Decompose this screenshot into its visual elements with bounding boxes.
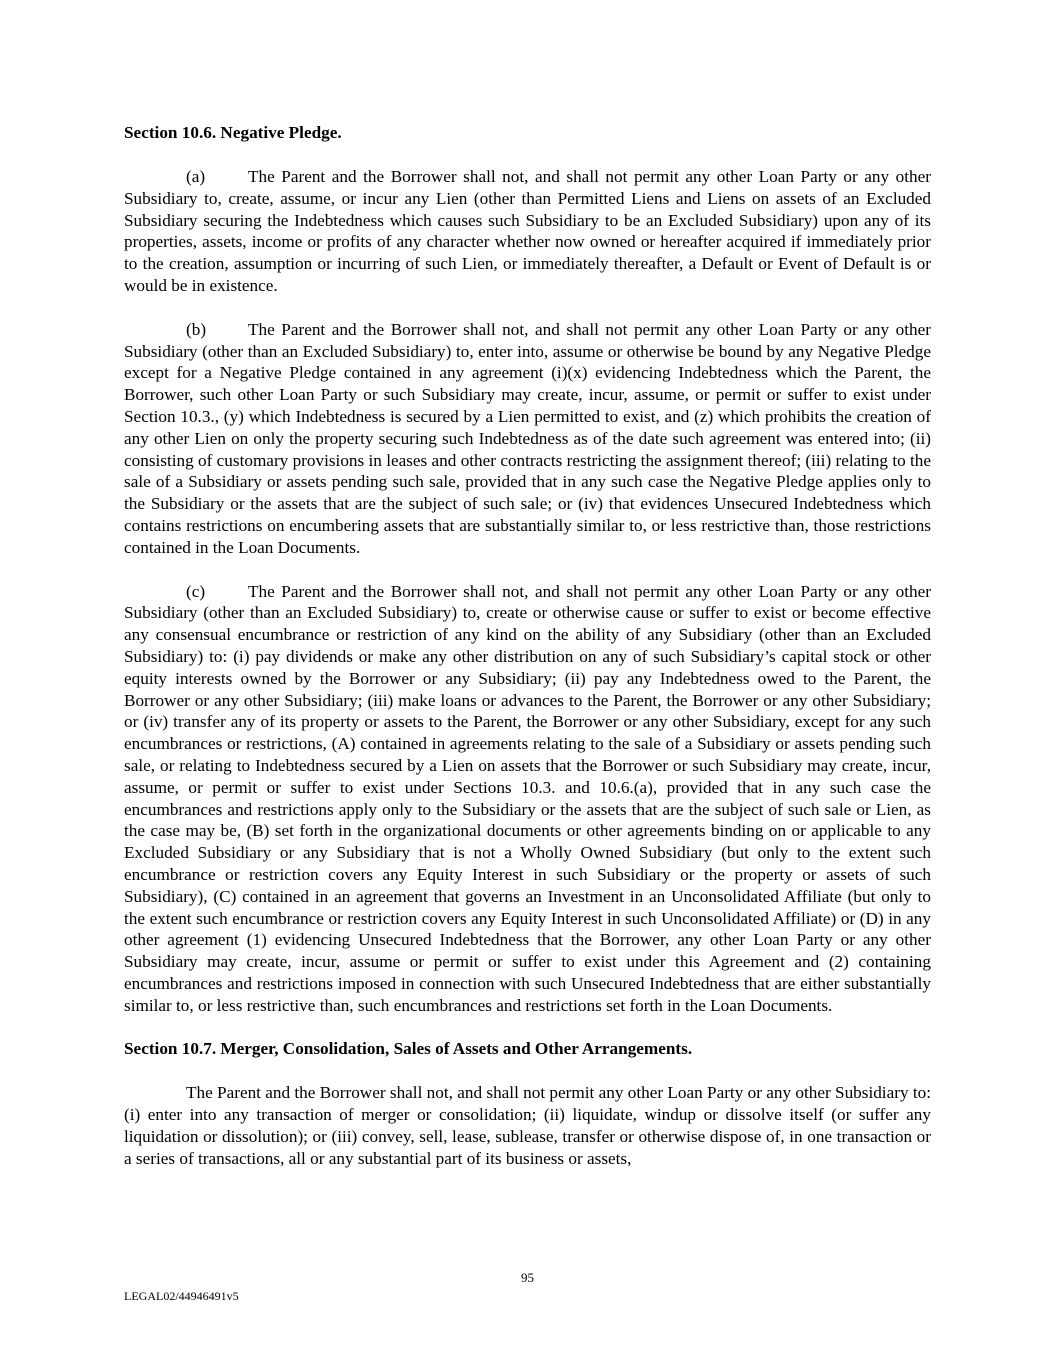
section-10-7-paragraph (124, 1082, 931, 1169)
section-10-6-heading: Section 10.6. Negative Pledge. (124, 123, 342, 142)
paragraph-c-text: The Parent and the Borrower shall not, and shall not permit any other Loan Party or any other Subsidiary (other than an Excluded Subsidiary) to, create or otherwise cause or suffer to exist or become effective any consensual encumbrance or restriction of any kind on the ability of any Subsidiary (other than an Excluded Subsidiary) to: (i) pay dividends or make any other distribution on any of such Subsidiary’s capital stock or other equity interests owned by the Borrower or any Subsidiary; (ii) pay any Indebtedness owed to the Parent, the Borrower or any other Subsidiary; (iii) make loans or advances to the Parent, the Borrower or any other Subsidiary; or (iv) transfer any of its property or assets to the Parent, the Borrower or any other Subsidiary, except for any such encumbrances or restrictions, (A) contained in agreements relating to the sale of a Subsidiary or assets pending such sale, or relating to Indebtedness secured by a Lien on assets that the Borrower or such Subsidiary may create, incur, assume, or permit or suffer to exist under Sections 10.3. and 10.6.(a), provided that in any such case the encumbrances and restrictions apply only to the Subsidiary or the assets that are the subject of such sale or Lien, as the case may be, (B) set forth in the organizational documents or other agreements binding on or applicable to any Excluded Subsidiary or any Subsidiary that is not a Wholly Owned Subsidiary (but only to the extent such encumbrance or restriction covers any Equity Interest in such Subsidiary or the property or assets of such Subsidiary), (C) contained in an agreement that governs an Investment in an Unconsolidated Affiliate (but only to the extent such encumbrance or restriction covers any Equity Interest in such Unconsolidated Affiliate) or (D) in any other agreement (1) evidencing Unsecured Indebtedness that the Borrower, any other Loan Party or any other Subsidiary may create, incur, assume or permit or suffer to exist under this Agreement and (2) containing encumbrances and restrictions imposed in connection with such Unsecured Indebtedness that are either substantially similar to, or less restrictive than, such encumbrances and restrictions set forth in the Loan Documents. (124, 581, 931, 1015)
section-10-7-heading: Section 10.7. Merger, Consolidation, Sales of Assets and Other Arrangements. (124, 1039, 693, 1059)
document-page (124, 122, 931, 1170)
paragraph-c-marker: (c) (186, 581, 206, 601)
paragraph-a-text: The Parent and the Borrower shall not, and shall not permit any other Loan Party or any other Subsidiary to, create, assume, or incur any Lien (other than Permitted Liens and Liens on assets of an Excluded Subsidiary securing the Indebtedness which causes such Subsidiary to be an Excluded Subsidiary) upon any of its properties, assets, income or profits of any character whether now owned or hereafter acquired if immediately prior to the creation, assumption or incurring of such Lien, or immediately thereafter, a Default or Event of Default is or would be in existence. (124, 167, 931, 295)
document-id: LEGAL02/44946491v5 (124, 1289, 239, 1303)
paragraph-b-text: The Parent and the Borrower shall not, and shall not permit any other Loan Party or any other Subsidiary (other than an Excluded Subsidiary) to, enter into, assume or otherwise be bound by any Negative Pledge except for a Negative Pledge contained in any agreement (i)(x) evidencing Indebtedness which the Parent, the Borrower, such other Loan Party or such Subsidiary may create, incur, assume, or permit or suffer to exist under Section 10.3., (y) which Indebtedness is secured by a Lien permitted to exist, and (z) which prohibits the creation of any other Lien on only the property securing such Indebtedness as of the date such agreement was entered into; (ii) consisting of customary provisions in leases and other contracts restricting the assignment thereof; (iii) relating to the sale of a Subsidiary or assets pending such sale, provided that in any such case the Negative Pledge applies only to the Subsidiary or the assets that are the subject of such sale; or (iv) that evidences Unsecured Indebtedness which contains restrictions on encumbering assets that are substantially similar to, or less restrictive than, those restrictions contained in the Loan Documents. (124, 319, 931, 557)
section-10-6-paragraph-a (124, 166, 931, 297)
section-10-6-paragraph-c (124, 581, 931, 1017)
section-10-7-paragraph-text: The Parent and the Borrower shall not, and shall not permit any other Loan Party or any other Subsidiary to: (i) enter into any transaction of merger or consolidation; (ii) liquidate, windup or dissolve itself (or suffer any liquidation or dissolution); or (iii) convey, sell, lease, sublease, transfer or otherwise dispose of, in one transaction or a series of transactions, all or any substantial part of its business or assets, (124, 1083, 931, 1168)
paragraph-a-marker: (a) (186, 167, 206, 186)
paragraph-b-marker: (b) (186, 319, 207, 339)
page-number: 95 (521, 1270, 534, 1285)
section-10-6-paragraph-b (124, 319, 931, 559)
